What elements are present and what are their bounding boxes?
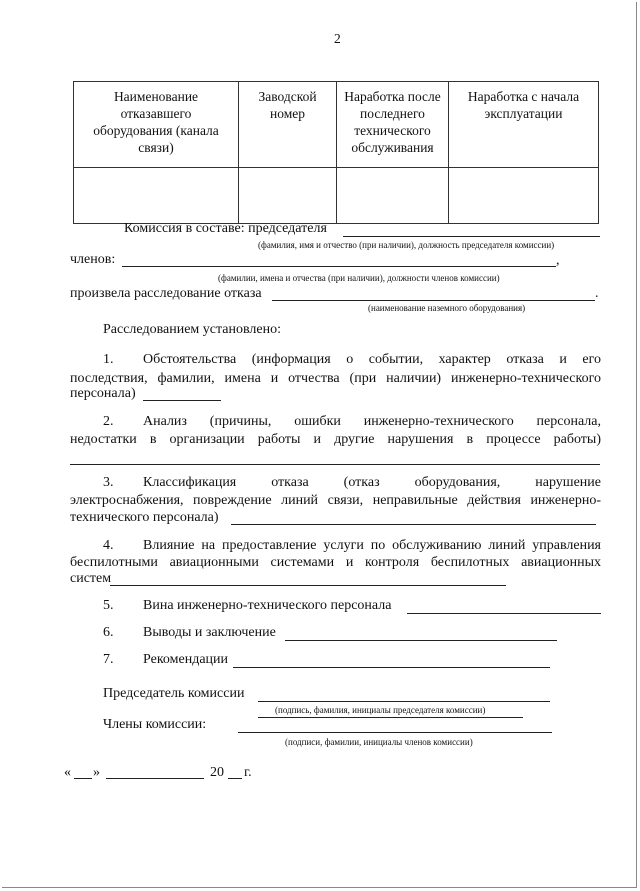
date-open-quote: « (64, 765, 71, 780)
item-1-answer-line[interactable] (143, 400, 221, 401)
item-3-number: 3. (103, 475, 114, 490)
item-1-line2: последствия, фамилии, имена и отчества (при наличии) инженерно-технического (70, 371, 601, 386)
item-4-line3: систем (70, 571, 112, 586)
item-2-line1: Анализ (причины, ошибки инженерно-технического персонала, (143, 414, 601, 429)
table-cell[interactable] (337, 168, 449, 224)
item-3-answer-line[interactable] (231, 524, 596, 525)
item-3-line1: Классификация отказа (отказ оборудования, нарушение (143, 475, 601, 490)
table-row (74, 168, 599, 224)
date-century: 20 (210, 765, 224, 780)
item-3-line3: технического персонала) (70, 510, 219, 525)
item-2-line2: недостатки в организации работы и другие нарушения в процессе работы) (70, 432, 601, 447)
equipment-hint: (наименование наземного оборудования) (368, 303, 526, 313)
date-close-quote: » (93, 765, 100, 780)
equipment-line[interactable] (272, 300, 595, 301)
investigated-label: произвела расследование отказа (70, 286, 262, 301)
established-label: Расследованием установлено: (103, 322, 281, 337)
table-header-cell: Наименование отказавшего оборудования (канала связи) (74, 82, 239, 168)
members-line[interactable] (122, 266, 556, 267)
chair-signature-hint: (подпись, фамилия, инициалы председателя комиссии) (275, 705, 486, 715)
table-header-row (74, 82, 599, 168)
item-5-number: 5. (103, 598, 114, 613)
members-signature-hint: (подписи, фамилии, инициалы членов комиссии) (285, 737, 473, 747)
members-comma: , (556, 253, 560, 268)
date-year-line[interactable] (228, 778, 242, 779)
commission-composition-label: Комиссия в составе: председателя (124, 221, 327, 236)
item-4-number: 4. (103, 538, 114, 553)
item-6-text: Выводы и заключение (143, 625, 276, 640)
page-number: 2 (334, 31, 341, 46)
item-1-line3: персонала) (70, 386, 136, 401)
chair-hint: (фамилия, имя и отчество (при наличии), должность председателя комиссии) (258, 240, 555, 250)
members-signature-line[interactable] (238, 732, 552, 733)
table-header-cell: Наработка после последнего технического обслуживания (337, 82, 449, 168)
members-signature-label: Члены комиссии: (103, 717, 207, 732)
item-7-number: 7. (103, 652, 114, 667)
date-year-suffix: г. (244, 765, 252, 780)
item-5-text: Вина инженерно-технического персонала (143, 598, 392, 613)
equipment-period: . (595, 286, 599, 301)
item-4-answer-line[interactable] (110, 585, 506, 586)
item-2-number: 2. (103, 414, 114, 429)
item-4-line2: беспилотными авиационными системами и контроля беспилотных авиационных (70, 555, 601, 570)
table-cell[interactable] (74, 168, 239, 224)
equipment-table (73, 81, 599, 224)
date-month-line[interactable] (106, 778, 204, 779)
item-6-number: 6. (103, 625, 114, 640)
item-3-line2: электроснабжения, повреждение линий связи, неправильные действия инженерно- (70, 493, 601, 508)
members-label: членов: (70, 252, 116, 267)
item-7-answer-line[interactable] (233, 667, 550, 668)
chair-signature-extra-line[interactable] (258, 717, 523, 718)
item-7-text: Рекомендации (143, 652, 229, 667)
chair-signature-line[interactable] (258, 701, 550, 702)
table-header-cell: Заводской номер (239, 82, 337, 168)
item-5-answer-line[interactable] (407, 613, 601, 614)
chair-signature-label: Председатель комиссии (103, 686, 245, 701)
item-1-line1: Обстоятельства (информация о событии, характер отказа и его (143, 352, 601, 367)
item-6-answer-line[interactable] (285, 640, 557, 641)
date-day-line[interactable] (74, 778, 92, 779)
table-cell[interactable] (239, 168, 337, 224)
table-header-cell: Наработка с начала эксплуатации (449, 82, 599, 168)
chair-name-line[interactable] (343, 236, 600, 237)
item-2-answer-line[interactable] (70, 464, 600, 465)
item-4-line1: Влияние на предоставление услуги по обслуживанию линий управления (143, 538, 601, 553)
members-hint: (фамилии, имена и отчества (при наличии), должности членов комиссии) (218, 273, 500, 283)
item-1-number: 1. (103, 352, 114, 367)
table-cell[interactable] (449, 168, 599, 224)
